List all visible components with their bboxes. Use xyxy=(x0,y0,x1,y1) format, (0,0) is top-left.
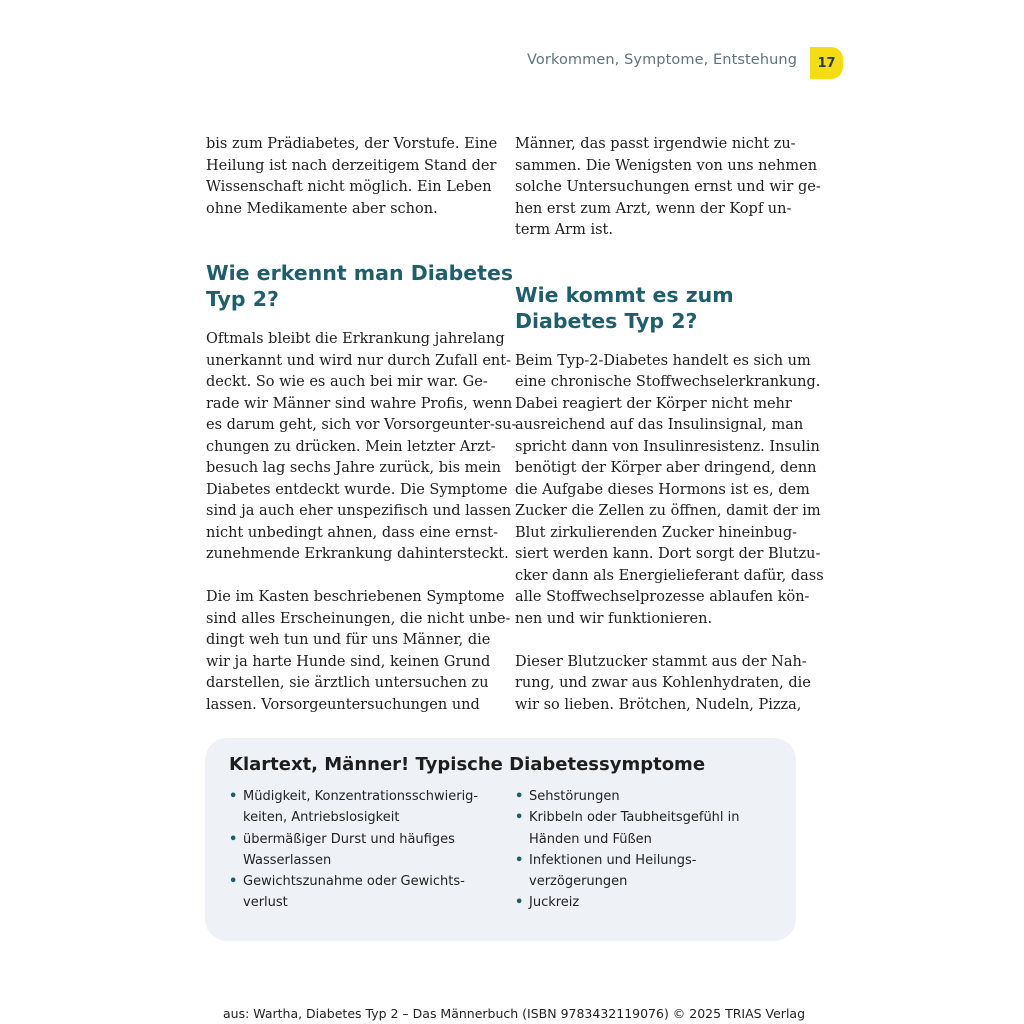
bullet-icon: • xyxy=(515,789,524,804)
right-paragraph-2: Beim Typ-2-Diabetes handelt es sich um eine chronische Stoffwechselerkrankung. Dabei reagiert der Körper nicht mehr ausreichend auf das Insulinsignal, man spricht dann von Insulinresistenz. Insulin benötigt der Körper aber dringend, denn die Aufgabe dieses Hormons ist es, dem Zucker die Zellen zu öffnen, damit der im Blut zirkulierenden Zucker hineinbug- siert werden kann. Dort sorgt der Blutzu- cker dann als Energielieferant dafür, dass alle Stoffwechselprozesse ablaufen kön- nen und wir funktionieren. xyxy=(515,352,824,627)
bullet-icon: • xyxy=(515,852,524,868)
running-header: Vorkommen, Symptome, Entstehung xyxy=(527,52,797,68)
right-paragraph-3: Dieser Blutzucker stammt aus der Nah- rung, und zwar aus Kohlenhydraten, die wir so lieben. Brötchen, Nudeln, Pizza, xyxy=(515,653,811,713)
symptom-item: • Kribbeln oder Taubheitsgefühl in Händen und Füßen xyxy=(515,807,785,850)
section-heading-cause: Wie kommt es zum Diabetes Typ 2? xyxy=(515,282,734,333)
symptom-item: • Infektionen und Heilungs- verzögerungen xyxy=(515,850,785,893)
symptoms-list-right xyxy=(515,786,785,914)
bullet-icon: • xyxy=(229,874,238,890)
symptom-item: • Sehstörungen xyxy=(515,786,785,807)
bullet-icon: • xyxy=(515,810,524,826)
symptom-item: • Juckreiz xyxy=(515,892,785,913)
symptom-item: • Müdigkeit, Konzentrationsschwierig- keiten, Antriebslosigkeit xyxy=(229,786,499,829)
page-number-badge: 17 xyxy=(810,47,843,79)
bullet-icon: • xyxy=(229,789,238,804)
symptoms-box-title: Klartext, Männer! Typische Diabetessymptome xyxy=(229,754,706,775)
left-paragraph-2: Oftmals bleibt die Erkrankung jahrelang unerkannt und wird nur durch Zufall ent- deckt. So wie es auch bei mir war. Ge- rade wir Männer sind wahre Profis, wenn es darum geht, sich vor Vorsorgeunter-su- chungen zu drücken. Mein letzter Arzt- besuch lag sechs Jahre zurück, bis mein Diabetes entdeckt wurde. Die Symptome sind ja auch eher unspezifisch und lassen nicht unbedingt ahnen, dass eine ernst- zunehmende Erkrankung dahintersteckt. xyxy=(206,331,517,562)
section-heading-recognize: Wie erkennt man Diabetes Typ 2? xyxy=(206,261,514,311)
bullet-icon: • xyxy=(229,831,238,847)
symptom-item: • übermäßiger Durst und häufiges Wasserlassen xyxy=(229,829,499,872)
bullet-icon: • xyxy=(515,895,524,911)
right-paragraph-1: Männer, das passt irgendwie nicht zu- sammen. Die Wenigsten von uns nehmen solche Untersuchungen ernst und wir ge- hen erst zum Arzt, wenn der Kopf un- term Arm ist. xyxy=(515,136,821,238)
left-paragraph-3: Die im Kasten beschriebenen Symptome sind alles Erscheinungen, die nicht unbe- dingt weh tun und für uns Männer, die wir ja harte Hunde sind, keinen Grund darstellen, sie ärztlich untersuchen zu lassen. Vorsorgeuntersuchungen und xyxy=(206,589,511,713)
copyright-footer: aus: Wartha, Diabetes Typ 2 – Das Männerbuch (ISBN 9783432119076) © 2025 TRIAS Verlag xyxy=(222,1006,806,1021)
left-paragraph-1: bis zum Prädiabetes, der Vorstufe. Eine Heilung ist nach derzeitigem Stand der Wissenschaft nicht möglich. Ein Leben ohne Medikamente aber schon. xyxy=(206,136,498,217)
symptoms-box xyxy=(205,738,796,941)
left-column xyxy=(206,134,517,716)
symptom-item: • Gewichtszunahme oder Gewichts- verlust xyxy=(229,871,499,914)
symptoms-list-left xyxy=(229,786,499,914)
right-column xyxy=(515,134,824,716)
